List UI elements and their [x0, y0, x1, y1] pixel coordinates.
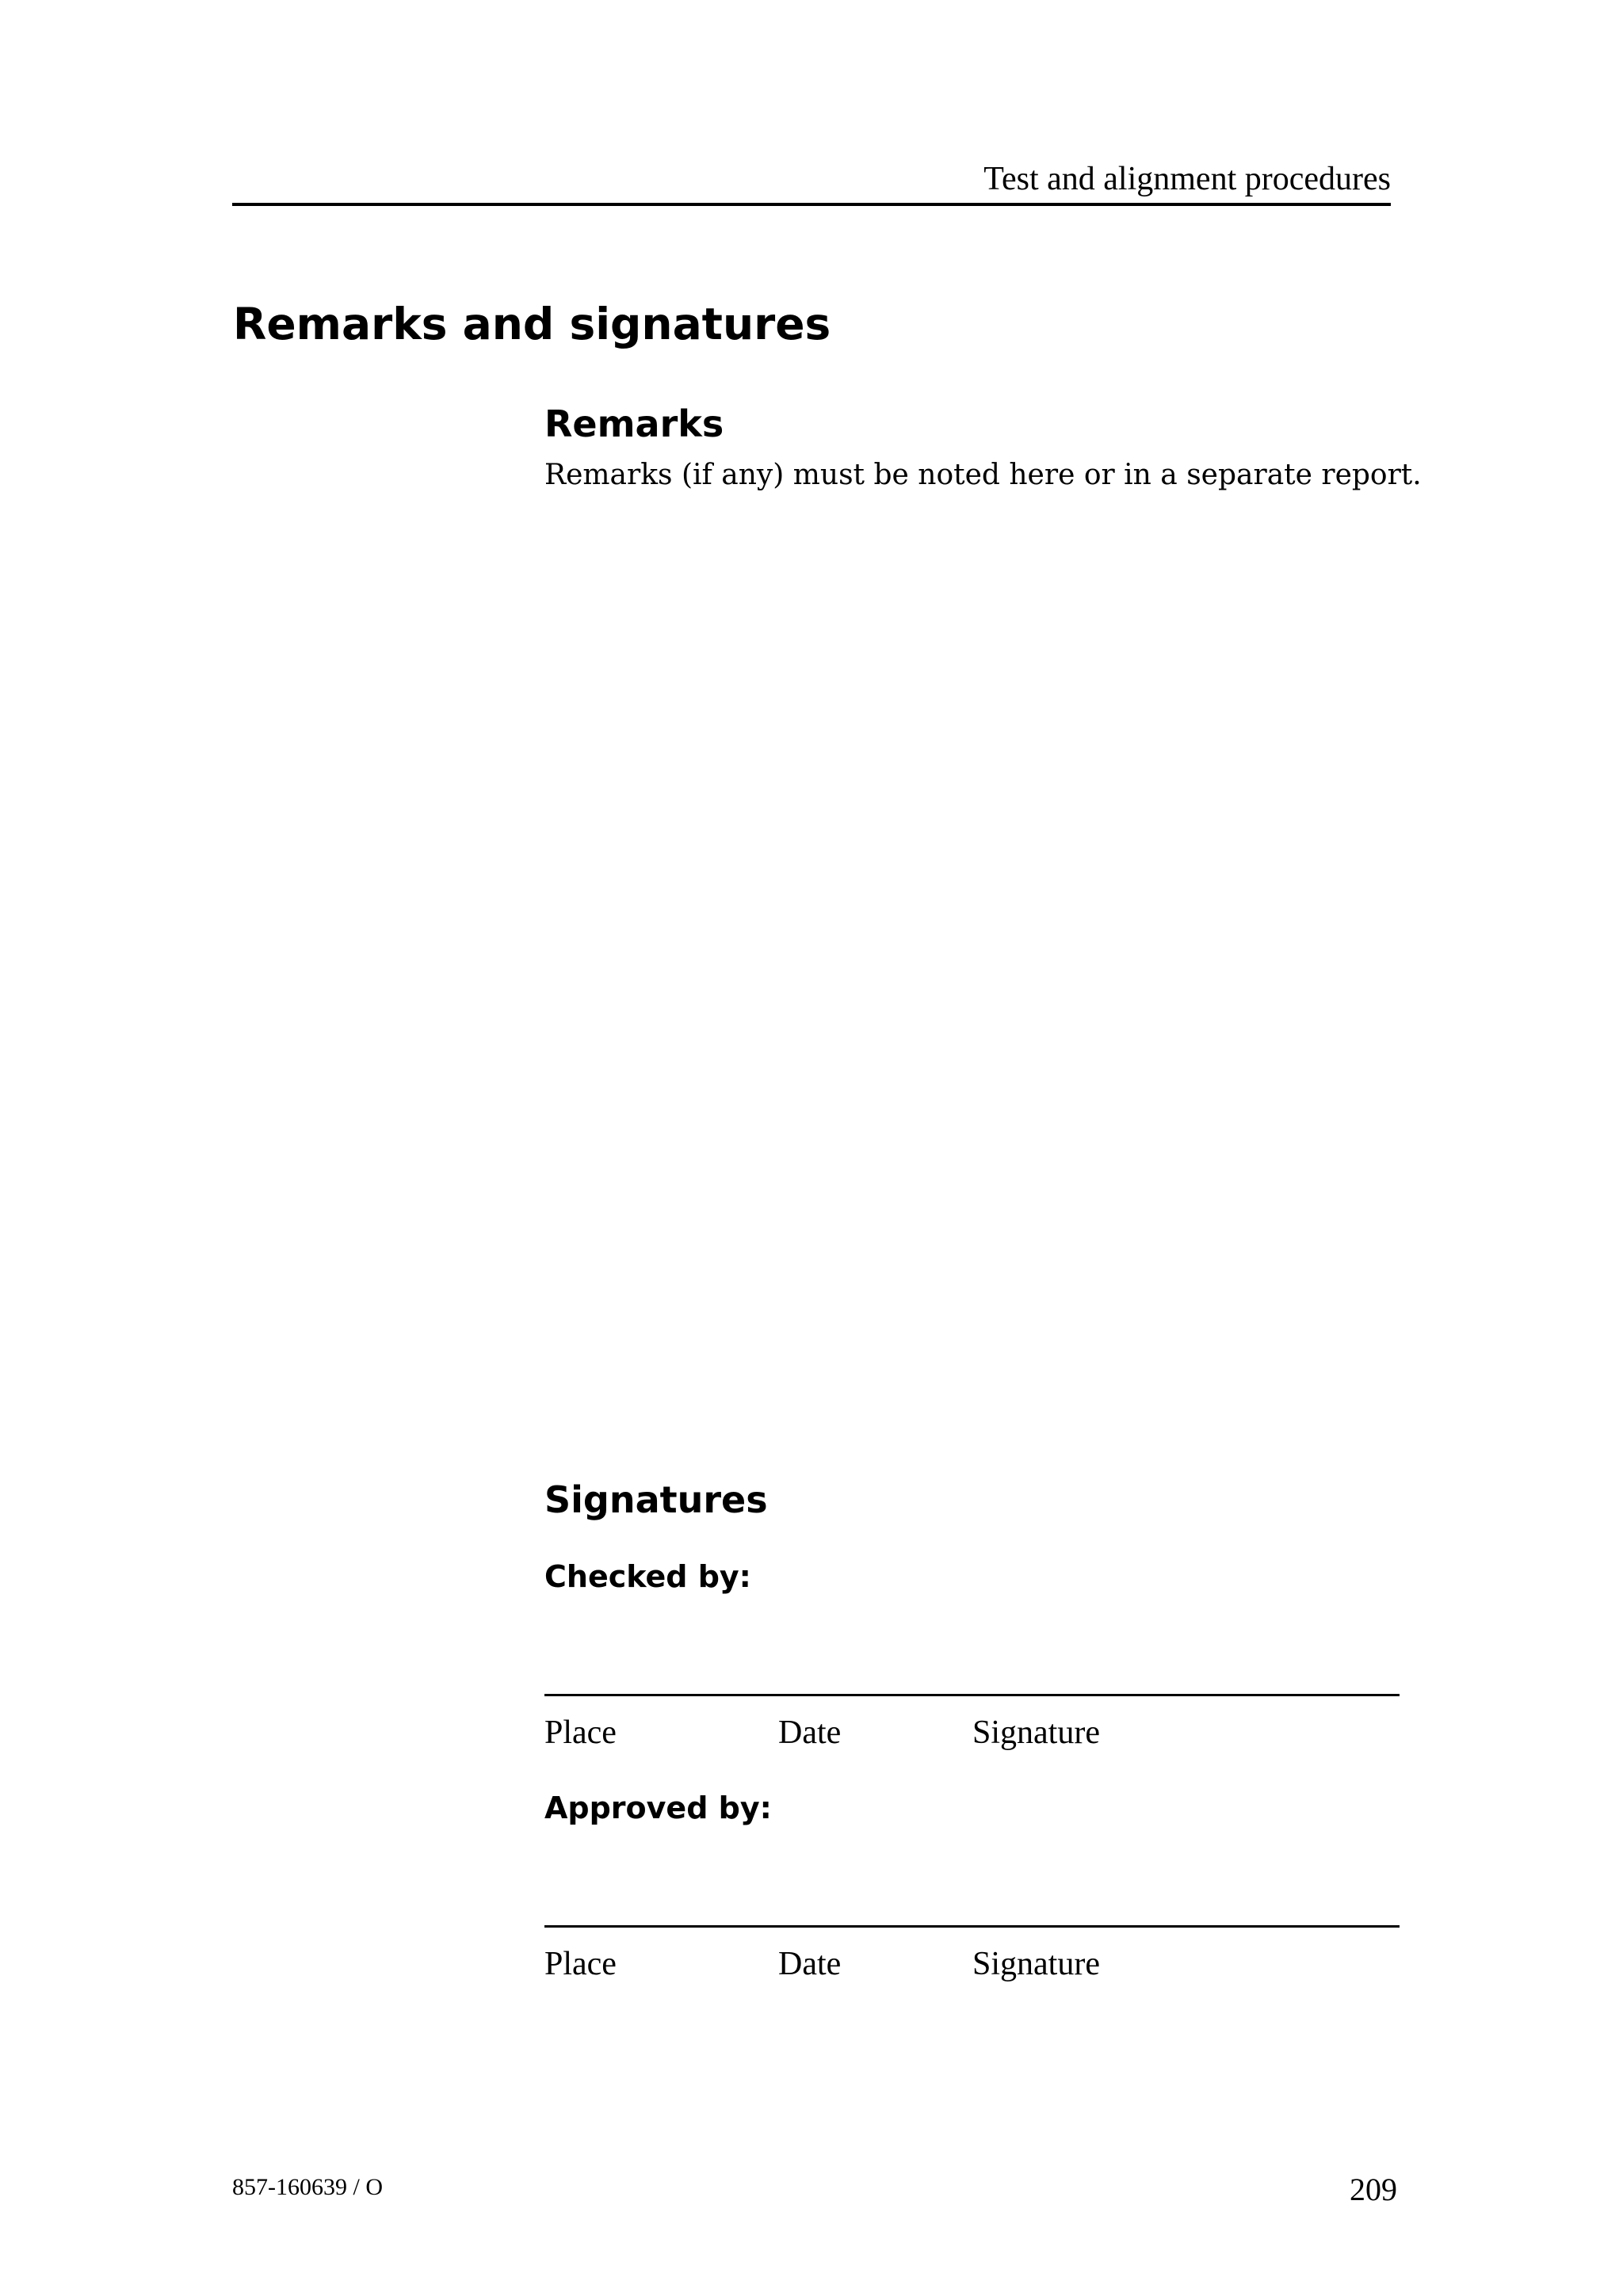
checked-date-label: Date [778, 1714, 842, 1751]
checked-place-label: Place [544, 1714, 617, 1751]
running-header-title: Test and alignment procedures [983, 161, 1391, 197]
approved-signature-line [544, 1925, 1400, 1928]
approved-by-label: Approved by: [544, 1791, 772, 1825]
page-number: 209 [1350, 2172, 1397, 2207]
remarks-heading: Remarks [544, 402, 724, 445]
approved-place-label: Place [544, 1946, 617, 1982]
remarks-text: Remarks (if any) must be noted here or in a separate report. [544, 459, 1422, 491]
approved-signature-label: Signature [972, 1946, 1100, 1982]
running-header [232, 155, 1391, 206]
checked-by-label: Checked by: [544, 1559, 751, 1594]
checked-signature-label: Signature [972, 1714, 1100, 1751]
checked-signature-line [544, 1694, 1400, 1696]
document-number: 857-160639 / O [232, 2174, 383, 2200]
signatures-heading: Signatures [544, 1478, 768, 1521]
page-title: Remarks and signatures [233, 299, 831, 349]
approved-date-label: Date [778, 1946, 842, 1982]
